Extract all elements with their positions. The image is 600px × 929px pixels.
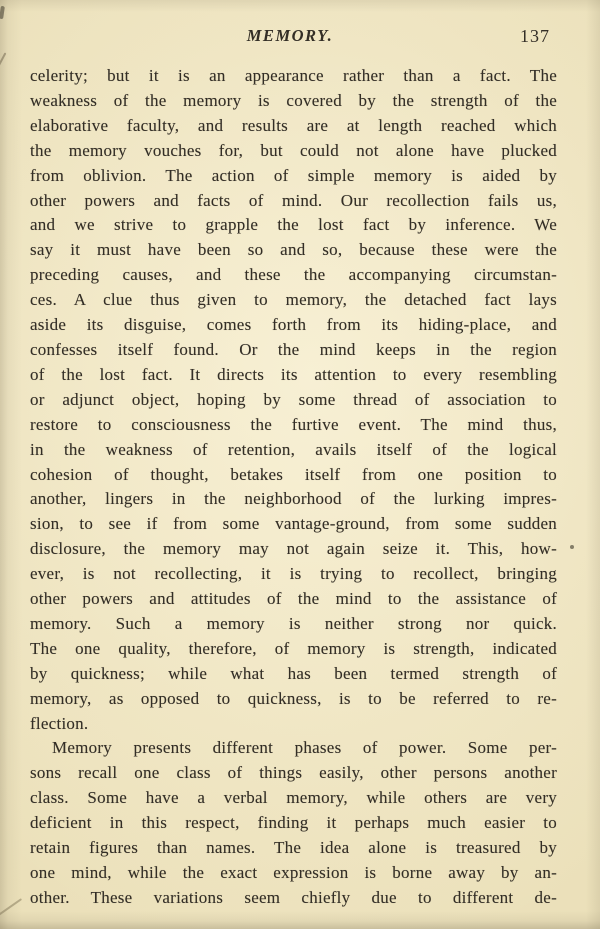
paragraph — [30, 736, 557, 910]
text-line: restore to consciousness the furtive event. The mind thus, — [30, 414, 557, 434]
text-line: deficient in this respect, finding it perhaps much easier to — [30, 813, 557, 833]
text-line: memory. Such a memory is neither strong nor quick. — [30, 613, 557, 633]
text-line: other. These variations seem chiefly due to different de- — [30, 887, 557, 907]
text-line: The one quality, therefore, of memory is strength, indicated — [30, 638, 557, 658]
page-header — [30, 26, 550, 48]
text-line: flection. — [30, 713, 89, 733]
text-line: memory, as opposed to quickness, is to be referred to re- — [30, 688, 557, 708]
text-line: from oblivion. The action of simple memory is aided by — [30, 165, 557, 185]
text-line: other powers and facts of mind. Our recollection fails us, — [30, 190, 557, 210]
text-line: say it must have been so and so, because these were the — [30, 240, 557, 260]
text-line: other powers and attitudes of the mind to the assistance of — [30, 589, 557, 609]
text-line: another, lingers in the neighborhood of the lurking impres- — [30, 489, 557, 509]
running-head: MEMORY. — [246, 26, 334, 45]
text-line: cohesion of thought, betakes itself from one position to — [30, 464, 557, 484]
text-line: the memory vouches for, but could not alone have plucked — [30, 140, 557, 160]
text-line: ces. A clue thus given to memory, the detached fact lays — [30, 290, 557, 310]
text-line: disclosure, the memory may not again seize it. This, how- — [30, 539, 557, 559]
page-number: 137 — [520, 26, 550, 46]
text-line: confesses itself found. Or the mind keeps in the region — [30, 339, 557, 359]
text-line: celerity; but it is an appearance rather than a fact. The — [30, 66, 557, 85]
text-line: one mind, while the exact expression is borne away by an- — [30, 863, 557, 882]
ink-speck — [0, 6, 5, 19]
text-line: ever, is not recollecting, it is trying to recollect, bringing — [30, 564, 557, 584]
text-line: preceding causes, and these the accompanying circumstan- — [30, 265, 557, 285]
text-line: sion, to see if from some vantage-ground, from some sudden — [30, 514, 557, 534]
ink-speck — [570, 545, 574, 549]
text-line: and we strive to grapple the lost fact by inference. We — [30, 215, 557, 235]
text-line: weakness of the memory is covered by the strength of the — [30, 90, 557, 110]
text-line: or adjunct object, hoping by some thread of association to — [30, 389, 557, 409]
text-line: retain figures than names. The idea alone is treasured by — [30, 838, 557, 858]
text-line: by quickness; while what has been termed strength of — [30, 663, 557, 683]
scan-artifact — [0, 52, 6, 66]
text-line: Memory presents different phases of power. Some per- — [52, 738, 557, 758]
text-line: of the lost fact. It directs its attention to every resembling — [30, 364, 557, 384]
text-line: in the weakness of retention, avails itself of the logical — [30, 439, 557, 459]
paragraph — [30, 64, 557, 736]
scan-artifact — [0, 898, 22, 916]
text-line: aside its disguise, comes forth from its hiding-place, and — [30, 315, 557, 335]
text-line: sons recall one class of things easily, other persons another — [30, 763, 557, 783]
text-line: class. Some have a verbal memory, while others are very — [30, 788, 557, 808]
text-line: elaborative faculty, and results are at length reached which — [30, 115, 557, 135]
page-body — [30, 64, 557, 911]
